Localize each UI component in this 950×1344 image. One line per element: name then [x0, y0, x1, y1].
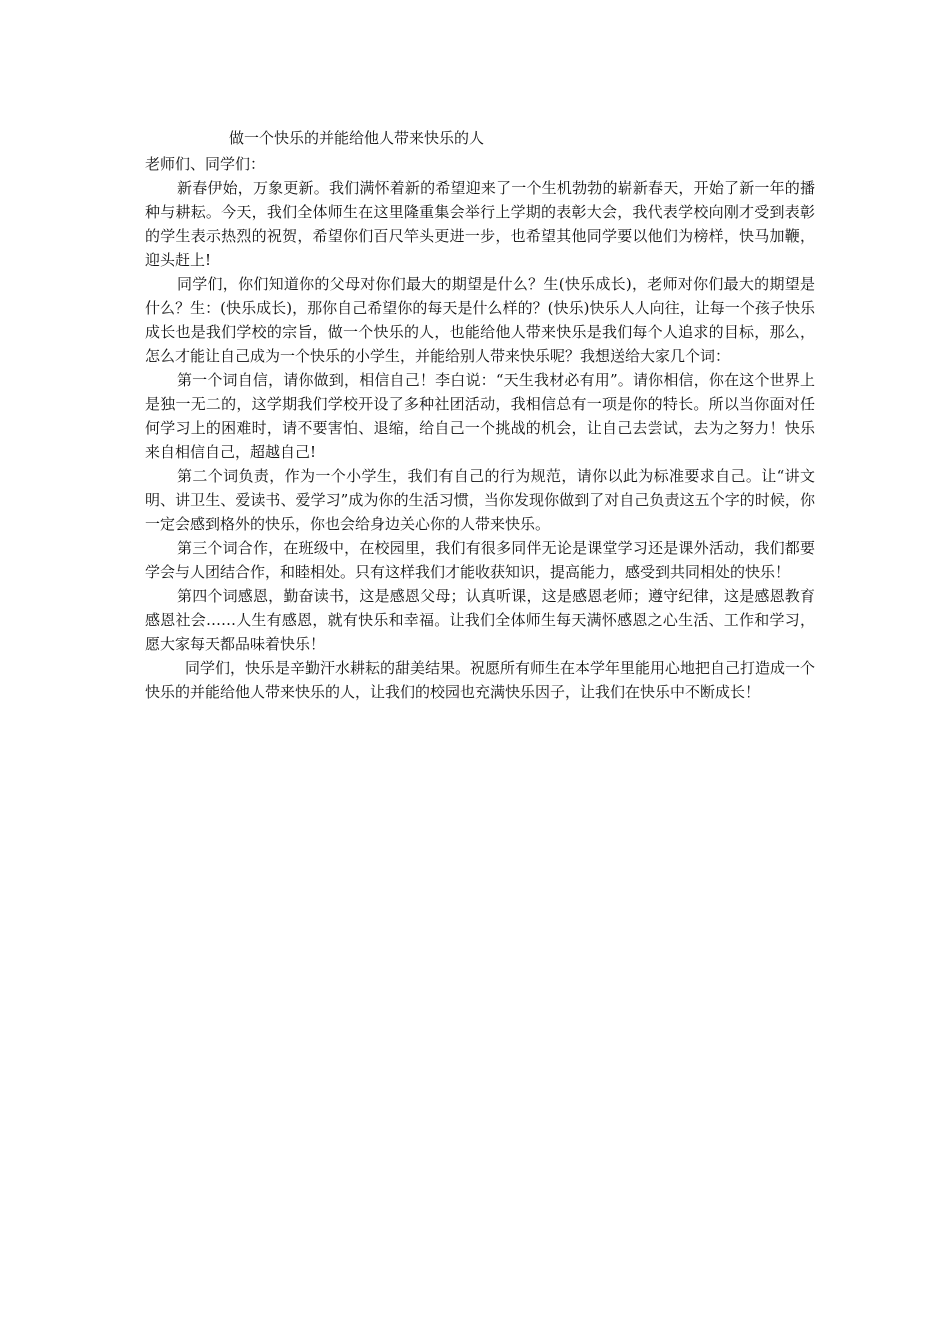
- paragraph-2: 同学们，你们知道你的父母对你们最大的期望是什么？生(快乐成长)，老师对你们最大的期望是什么？生：(快乐成长)，那你自己希望你的每天是什么样的？(快乐)快乐人人向往，让每一个孩子快乐成长也是我们学校的宗旨，做一个快乐的人，也能给他人带来快乐是我们每个人追求的目标，那么，怎么才能让自己成为一个快乐的小学生，并能给别人带来快乐呢？我想送给大家几个词：: [145, 275, 815, 365]
- paragraph-5: 第三个词合作，在班级中，在校园里，我们有很多同伴无论是课堂学习还是课外活动，我们都要学会与人团结合作，和睦相处。只有这样我们才能收获知识，提高能力，感受到共同相处的快乐！: [145, 539, 815, 581]
- paragraph-1: 新春伊始，万象更新。我们满怀着新的希望迎来了一个生机勃勃的崭新春天，开始了新一年的播种与耕耘。今天，我们全体师生在这里隆重集会举行上学期的表彰大会，我代表学校向刚才受到表彰的学生表示热烈的祝贺，希望你们百尺竿头更进一步，也希望其他同学要以他们为榜样，快马加鞭，迎头赶上!: [145, 179, 815, 269]
- paragraph-6: 第四个词感恩，勤奋读书，这是感恩父母；认真听课，这是感恩老师；遵守纪律，这是感恩教育感恩社会……人生有感恩，就有快乐和幸福。让我们全体师生每天满怀感恩之心生活、工作和学习，愿大家每天都品味着快乐！: [145, 587, 815, 653]
- paragraph-4: 第二个词负责，作为一个小学生，我们有自己的行为规范，请你以此为标准要求自己。让“讲文明、讲卫生、爱读书、爱学习”成为你的生活习惯，当你发现你做到了对自己负责这五个字的时候，你一定会感到格外的快乐，你也会给身边关心你的人带来快乐。: [145, 467, 815, 533]
- document-title: 做一个快乐的并能给他人带来快乐的人: [229, 129, 485, 147]
- document-page: [145, 126, 815, 704]
- greeting: 老师们、同学们：: [145, 155, 266, 173]
- paragraph-7: 同学们，快乐是辛勤汗水耕耘的甜美结果。祝愿所有师生在本学年里能用心地把自己打造成一个快乐的并能给他人带来快乐的人，让我们的校园也充满快乐因子，让我们在快乐中不断成长！: [145, 659, 816, 701]
- paragraph-3: 第一个词自信，请你做到，相信自己！李白说：“天生我材必有用”。请你相信，你在这个世界上是独一无二的，这学期我们学校开设了多种社团活动，我相信总有一项是你的特长。所以当你面对任何学习上的困难时，请不要害怕、退缩，给自己一个挑战的机会，让自己去尝试，去为之努力！快乐来自相信自己，超越自己!: [145, 371, 815, 461]
